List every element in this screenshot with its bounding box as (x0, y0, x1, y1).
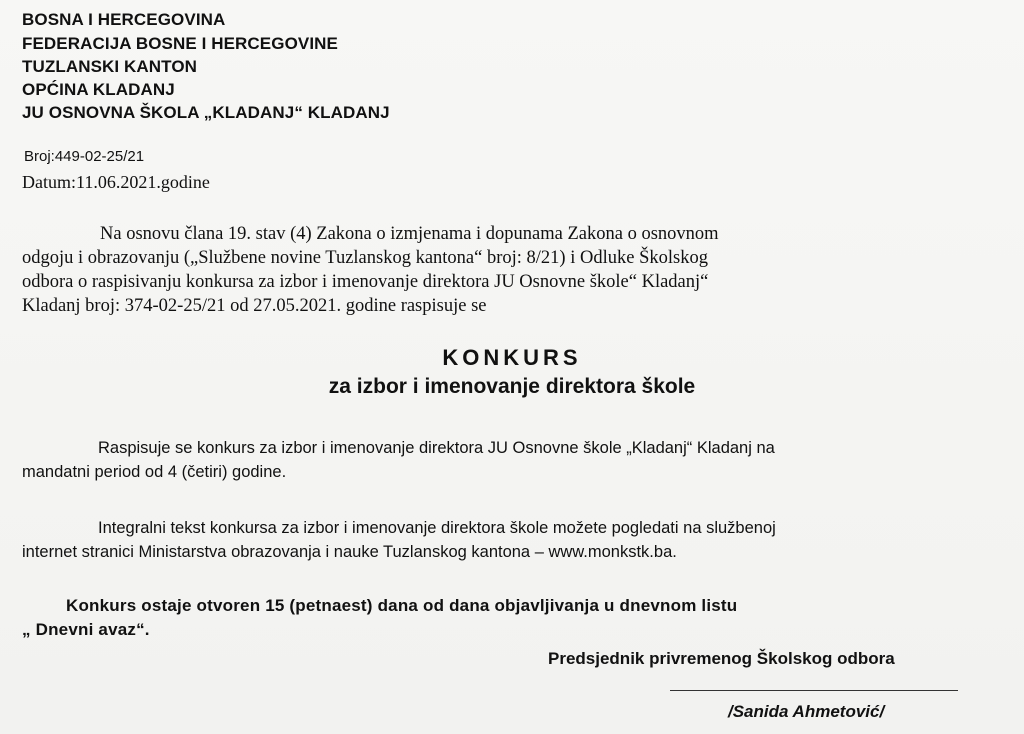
header-municipality: OPĆINA KLADANJ (22, 80, 175, 99)
intro-line: odgoju i obrazovanju („Službene novine Tuzlanskog kantona“ broj: 8/21) i Odluke Školskog (22, 248, 708, 268)
paragraph-announcement (22, 436, 1002, 484)
paragraph-line: Raspisuje se konkurs za izbor i imenovanje direktora JU Osnovne škole „Kladanj“ Kladanj na (98, 439, 775, 457)
paragraph-line: „ Dnevni avaz“. (22, 620, 150, 639)
paragraph-integral-text (22, 516, 1002, 564)
paragraph-line: internet stranici Ministarstva obrazovanja i nauke Tuzlanskog kantona – www.monkstk.ba. (22, 543, 677, 561)
intro-line: Kladanj broj: 374-02-25/21 od 27.05.2021. godine raspisuje se (22, 296, 487, 316)
signature-line (670, 690, 958, 691)
header-country: BOSNA I HERCEGOVINA (22, 10, 226, 29)
intro-line: Na osnovu člana 19. stav (4) Zakona o izmjenama i dopunama Zakona o osnovnom (100, 224, 719, 244)
header-school: JU OSNOVNA ŠKOLA „KLADANJ“ KLADANJ (22, 103, 390, 122)
header-federation: FEDERACIJA BOSNE I HERCEGOVINE (22, 34, 338, 53)
paragraph-deadline (22, 594, 1002, 642)
paragraph-line: Integralni tekst konkursa za izbor i imenovanje direktora škole možete pogledati na službenoj (98, 519, 776, 537)
paragraph-line: Konkurs ostaje otvoren 15 (petnaest) dana od dana objavljivanja u dnevnom listu (66, 596, 738, 615)
document-title: KONKURS (442, 345, 582, 370)
signature-title: Predsjednik privremenog Školskog odbora (548, 649, 895, 668)
signature-name: /Sanida Ahmetović/ (728, 702, 885, 721)
document-number: Broj:449-02-25/21 (24, 148, 145, 165)
header-canton: TUZLANSKI KANTON (22, 57, 198, 76)
document-subtitle: za izbor i imenovanje direktora škole (328, 375, 696, 398)
intro-paragraph (22, 222, 1002, 318)
intro-line: odbora o raspisivanju konkursa za izbor i imenovanje direktora JU Osnovne škole“ Kladanj“ (22, 272, 709, 292)
document-date: Datum:11.06.2021.godine (22, 172, 210, 192)
paragraph-line: mandatni period od 4 (četiri) godine. (22, 463, 287, 481)
